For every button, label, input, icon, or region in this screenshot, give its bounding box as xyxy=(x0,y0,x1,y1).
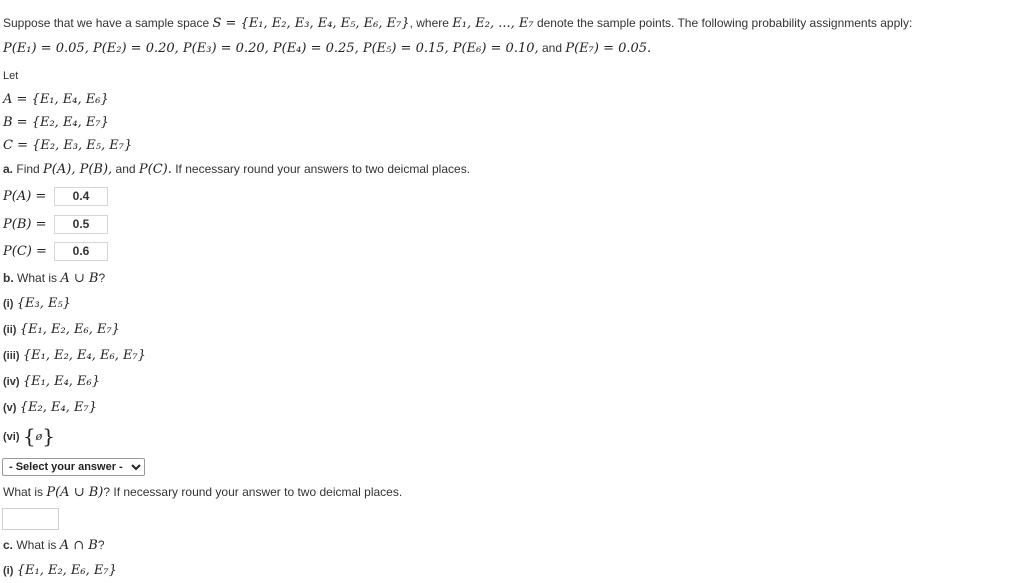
pb-input[interactable]: 0.5 xyxy=(54,215,108,234)
probabilities-line: P(E₁) = 0.05, P(E₂) = 0.20, P(E₃) = 0.20, P(E₄) = 0.25, P(E₅) = 0.15, P(E₆) = 0.10, and P(E₇) = 0.05. xyxy=(3,41,652,56)
intro-line: Suppose that we have a sample space S = {E₁, E₂, E₃, E₄, E₅, E₆, E₇}, where E₁, E₂, ..., E₇ denote the sample points. The following probability assignments apply: xyxy=(3,16,913,31)
pc-input[interactable]: 0.6 xyxy=(54,242,108,261)
part-c-question: c. What is A ∩ B? xyxy=(3,538,105,553)
pc-label: P(C) = xyxy=(3,244,47,259)
option-iii: (iii) {E₁, E₂, E₄, E₆, E₇} xyxy=(3,348,146,363)
option-iv: (iv) {E₁, E₄, E₆} xyxy=(3,374,101,389)
part-c-option-i: (i) {E₁, E₂, E₆, E₇} xyxy=(3,563,117,578)
option-vi: (vi) {ø} xyxy=(3,424,55,448)
pb-label: P(B) = xyxy=(3,217,47,232)
answer-select[interactable] xyxy=(2,458,145,476)
set-b: B = {E₂, E₄, E₇} xyxy=(3,115,109,130)
option-ii: (ii) {E₁, E₂, E₆, E₇} xyxy=(3,322,120,337)
let-label: Let xyxy=(3,70,19,82)
set-c: C = {E₂, E₃, E₅, E₇} xyxy=(3,138,133,153)
pa-input[interactable]: 0.4 xyxy=(54,187,108,206)
p-a-union-b-input[interactable] xyxy=(2,508,59,530)
pa-label: P(A) = xyxy=(3,189,47,204)
part-b-prob-question: What is P(A ∪ B)? If necessary round your answer to two deicmal places. xyxy=(3,485,403,500)
option-v: (v) {E₂, E₄, E₇} xyxy=(3,400,97,415)
part-a-question: a. Find P(A), P(B), and P(C). If necessary round your answers to two deicmal places. xyxy=(3,162,471,177)
sample-space-math: S = {E₁, E₂, E₃, E₄, E₅, E₆, E₇} xyxy=(212,16,410,31)
option-i: (i) {E₃, E₅} xyxy=(3,296,71,311)
set-a: A = {E₁, E₄, E₆} xyxy=(3,92,109,107)
part-b-question: b. What is A ∪ B? xyxy=(3,271,106,286)
sample-points-math: E₁, E₂, ..., E₇ xyxy=(452,16,534,31)
